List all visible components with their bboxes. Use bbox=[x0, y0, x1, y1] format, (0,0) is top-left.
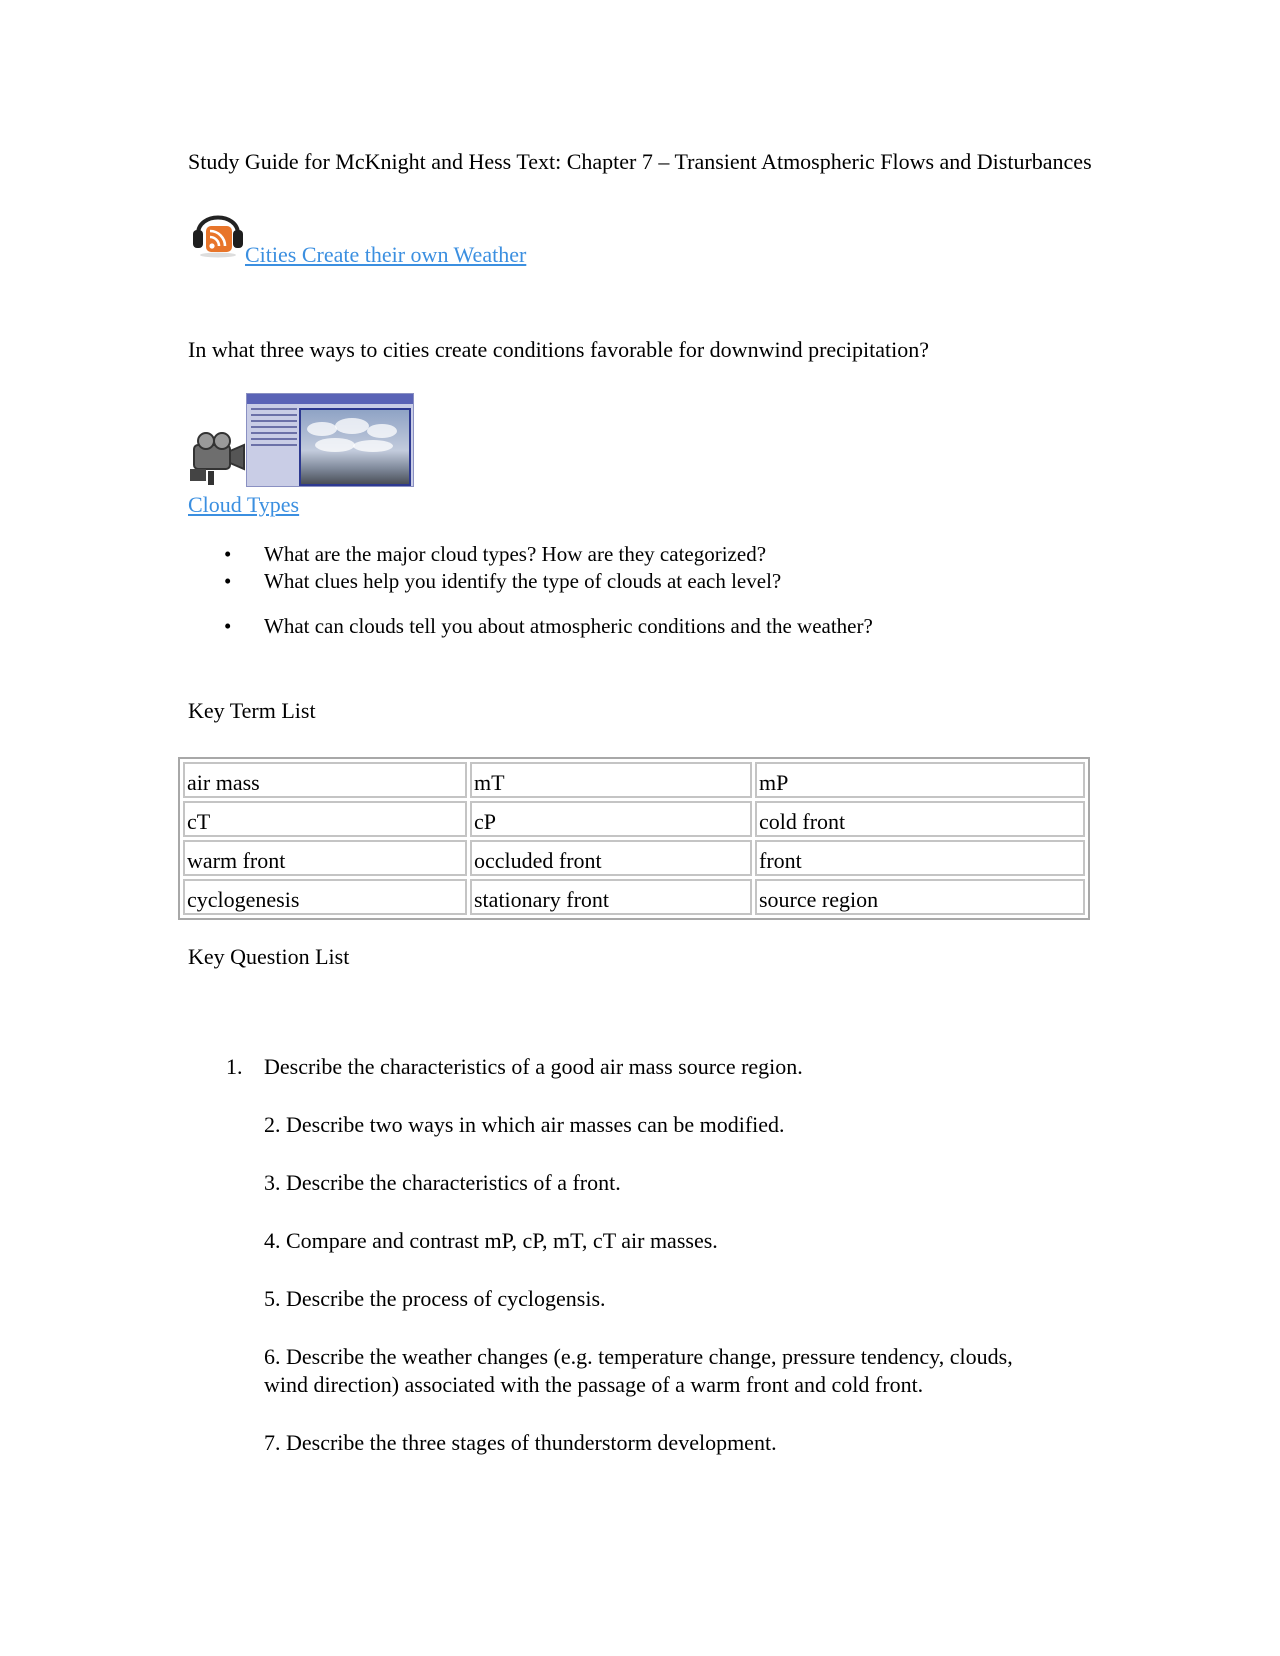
list-item: • What can clouds tell you about atmospheric conditions and the weather? bbox=[188, 613, 1088, 640]
list-item: 3. Describe the characteristics of a front. bbox=[264, 1170, 621, 1195]
list-item: 4. Compare and contrast mP, cP, mT, cT air masses. bbox=[264, 1228, 718, 1253]
cloud-types-link[interactable]: Cloud Types bbox=[188, 492, 300, 517]
table-cell: source region bbox=[755, 879, 1085, 915]
key-term-table bbox=[178, 757, 1090, 920]
question-1 bbox=[226, 1054, 803, 1080]
table-cell: cold front bbox=[755, 801, 1085, 837]
cities-weather-link[interactable]: Cities Create their own Weather bbox=[245, 242, 527, 267]
table-cell: cP bbox=[470, 801, 752, 837]
document-page bbox=[187, 148, 1098, 1455]
table-cell: occluded front bbox=[470, 840, 752, 876]
table-row bbox=[183, 762, 1085, 798]
table-cell: mT bbox=[470, 762, 752, 798]
table-row bbox=[183, 879, 1085, 915]
intro-question: In what three ways to cities create conditions favorable for downwind precipitation? bbox=[188, 337, 930, 362]
key-question-list bbox=[264, 1111, 1044, 1487]
table-cell: mP bbox=[755, 762, 1085, 798]
cloud-types-thumbnail[interactable] bbox=[246, 393, 414, 487]
video-block bbox=[188, 393, 448, 518]
table-cell: front bbox=[755, 840, 1085, 876]
podcast-row bbox=[188, 200, 1098, 280]
cloud-photo bbox=[299, 408, 411, 486]
question-number: 1. bbox=[226, 1054, 243, 1079]
table-cell: cT bbox=[183, 801, 467, 837]
key-question-heading: Key Question List bbox=[188, 944, 350, 969]
video-camera-icon bbox=[188, 431, 248, 487]
list-item: 2. Describe two ways in which air masses can be modified. bbox=[264, 1112, 785, 1137]
table-cell: cyclogenesis bbox=[183, 879, 467, 915]
list-item: 6. Describe the weather changes (e.g. temperature change, pressure tendency, clouds, wind direction) associated with the passage of a warm front and cold front. bbox=[264, 1344, 1013, 1397]
cloud-questions-list bbox=[188, 541, 1088, 640]
key-term-heading: Key Term List bbox=[188, 698, 316, 723]
table-row bbox=[183, 801, 1085, 837]
document-title: Study Guide for McKnight and Hess Text: Chapter 7 – Transient Atmospheric Flows and Disturbances bbox=[188, 149, 1092, 174]
table-cell: air mass bbox=[183, 762, 467, 798]
question-text: Describe the characteristics of a good air mass source region. bbox=[264, 1054, 803, 1079]
table-cell: stationary front bbox=[470, 879, 752, 915]
list-item: • What clues help you identify the type of clouds at each level? bbox=[188, 568, 1088, 595]
list-item: 7. Describe the three stages of thunderstorm development. bbox=[264, 1430, 777, 1455]
table-cell: warm front bbox=[183, 840, 467, 876]
table-row bbox=[183, 840, 1085, 876]
list-item: • What are the major cloud types? How are they categorized? bbox=[188, 541, 1088, 568]
podcast-headphones-icon bbox=[190, 200, 246, 258]
list-item: 5. Describe the process of cyclogensis. bbox=[264, 1286, 606, 1311]
